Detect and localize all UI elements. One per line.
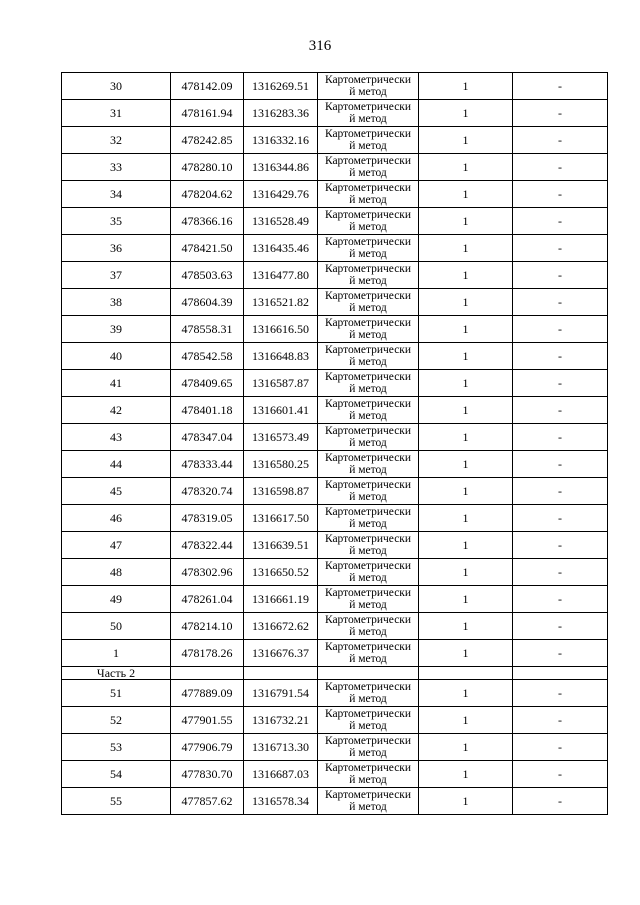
description-value: -: [513, 559, 608, 586]
accuracy-value: 1: [419, 424, 513, 451]
table-row: [62, 100, 608, 127]
method-text-line1: Картометрически: [324, 506, 412, 518]
coordinate-y: 1316713.30: [244, 734, 318, 761]
description-value: -: [513, 734, 608, 761]
accuracy-value: 1: [419, 316, 513, 343]
description-value: -: [513, 397, 608, 424]
table-row: [62, 788, 608, 815]
coordinate-y: 1316435.46: [244, 235, 318, 262]
table-row: [62, 586, 608, 613]
method-cell: [318, 127, 419, 154]
method-text-line2: й метод: [349, 747, 387, 759]
empty-cell: [419, 667, 513, 680]
table-row: [62, 289, 608, 316]
coordinate-x: 478302.96: [171, 559, 244, 586]
coordinate-y: 1316269.51: [244, 73, 318, 100]
accuracy-value: 1: [419, 680, 513, 707]
coordinate-y: 1316573.49: [244, 424, 318, 451]
method-text-line1: Картометрически: [324, 560, 412, 572]
description-value: -: [513, 707, 608, 734]
coordinate-x: 478401.18: [171, 397, 244, 424]
method-text-line1: Картометрически: [324, 533, 412, 545]
description-value: -: [513, 370, 608, 397]
method-cell: [318, 451, 419, 478]
description-value: -: [513, 262, 608, 289]
section-label: Часть 2: [62, 667, 171, 680]
method-text-line1: Картометрически: [324, 128, 412, 140]
method-cell: [318, 73, 419, 100]
method-cell: [318, 586, 419, 613]
coordinates-table-body: [62, 73, 608, 815]
method-text-line2: й метод: [349, 599, 387, 611]
method-cell: [318, 734, 419, 761]
point-number: 34: [62, 181, 171, 208]
point-number: 55: [62, 788, 171, 815]
point-number: 54: [62, 761, 171, 788]
method-text-line1: Картометрически: [324, 789, 412, 801]
method-cell: [318, 100, 419, 127]
accuracy-value: 1: [419, 289, 513, 316]
accuracy-value: 1: [419, 586, 513, 613]
method-text-line1: Картометрически: [324, 762, 412, 774]
accuracy-value: 1: [419, 734, 513, 761]
description-value: -: [513, 316, 608, 343]
method-text-line1: Картометрически: [324, 425, 412, 437]
accuracy-value: 1: [419, 478, 513, 505]
method-text-line2: й метод: [349, 653, 387, 665]
table-row: [62, 613, 608, 640]
point-number: 31: [62, 100, 171, 127]
method-cell: [318, 208, 419, 235]
coordinate-x: 478503.63: [171, 262, 244, 289]
point-number: 50: [62, 613, 171, 640]
accuracy-value: 1: [419, 343, 513, 370]
method-text-line2: й метод: [349, 248, 387, 260]
point-number: 36: [62, 235, 171, 262]
coordinate-y: 1316344.86: [244, 154, 318, 181]
coordinate-x: 477857.62: [171, 788, 244, 815]
accuracy-value: 1: [419, 505, 513, 532]
point-number: 42: [62, 397, 171, 424]
accuracy-value: 1: [419, 532, 513, 559]
method-text-line2: й метод: [349, 437, 387, 449]
method-text-line2: й метод: [349, 221, 387, 233]
method-text-line1: Картометрически: [324, 155, 412, 167]
accuracy-value: 1: [419, 73, 513, 100]
coordinate-x: 478242.85: [171, 127, 244, 154]
method-text-line2: й метод: [349, 720, 387, 732]
method-text-line2: й метод: [349, 410, 387, 422]
table-row: [62, 73, 608, 100]
method-text-line1: Картометрически: [324, 263, 412, 275]
point-number: 39: [62, 316, 171, 343]
description-value: -: [513, 680, 608, 707]
point-number: 33: [62, 154, 171, 181]
method-text-line1: Картометрически: [324, 708, 412, 720]
coordinate-x: 478347.04: [171, 424, 244, 451]
table-row: [62, 478, 608, 505]
point-number: 35: [62, 208, 171, 235]
accuracy-value: 1: [419, 761, 513, 788]
coordinate-x: 478409.65: [171, 370, 244, 397]
accuracy-value: 1: [419, 707, 513, 734]
description-value: -: [513, 235, 608, 262]
method-text-line1: Картометрически: [324, 182, 412, 194]
method-cell: [318, 505, 419, 532]
accuracy-value: 1: [419, 370, 513, 397]
method-text-line2: й метод: [349, 518, 387, 530]
method-cell: [318, 613, 419, 640]
accuracy-value: 1: [419, 451, 513, 478]
table-row: [62, 181, 608, 208]
method-cell: [318, 761, 419, 788]
method-cell: [318, 289, 419, 316]
point-number: 53: [62, 734, 171, 761]
method-cell: [318, 788, 419, 815]
coordinate-x: 478366.16: [171, 208, 244, 235]
method-text-line2: й метод: [349, 464, 387, 476]
coordinate-y: 1316578.34: [244, 788, 318, 815]
accuracy-value: 1: [419, 100, 513, 127]
table-row: [62, 262, 608, 289]
coordinate-y: 1316528.49: [244, 208, 318, 235]
method-cell: [318, 707, 419, 734]
coordinate-x: 478214.10: [171, 613, 244, 640]
table-row: [62, 734, 608, 761]
coordinate-y: 1316650.52: [244, 559, 318, 586]
method-text-line1: Картометрически: [324, 317, 412, 329]
coordinate-x: 478204.62: [171, 181, 244, 208]
table-row: [62, 451, 608, 478]
method-text-line1: Картометрически: [324, 735, 412, 747]
coordinate-y: 1316477.80: [244, 262, 318, 289]
coordinate-y: 1316676.37: [244, 640, 318, 667]
table-row: [62, 235, 608, 262]
description-value: -: [513, 788, 608, 815]
method-text-line2: й метод: [349, 491, 387, 503]
accuracy-value: 1: [419, 613, 513, 640]
coordinate-y: 1316332.16: [244, 127, 318, 154]
description-value: -: [513, 289, 608, 316]
description-value: -: [513, 586, 608, 613]
description-value: -: [513, 181, 608, 208]
coordinate-x: 478558.31: [171, 316, 244, 343]
method-text-line2: й метод: [349, 693, 387, 705]
accuracy-value: 1: [419, 788, 513, 815]
coordinate-y: 1316587.87: [244, 370, 318, 397]
table-row: [62, 505, 608, 532]
point-number: 1: [62, 640, 171, 667]
accuracy-value: 1: [419, 181, 513, 208]
description-value: -: [513, 424, 608, 451]
method-text-line1: Картометрически: [324, 587, 412, 599]
method-cell: [318, 370, 419, 397]
point-number: 38: [62, 289, 171, 316]
point-number: 46: [62, 505, 171, 532]
method-text-line2: й метод: [349, 801, 387, 813]
description-value: -: [513, 73, 608, 100]
method-cell: [318, 235, 419, 262]
point-number: 30: [62, 73, 171, 100]
coordinate-x: 478161.94: [171, 100, 244, 127]
accuracy-value: 1: [419, 397, 513, 424]
point-number: 51: [62, 680, 171, 707]
description-value: -: [513, 478, 608, 505]
method-cell: [318, 424, 419, 451]
table-row: [62, 127, 608, 154]
table-row: [62, 559, 608, 586]
point-number: 45: [62, 478, 171, 505]
method-text-line1: Картометрически: [324, 614, 412, 626]
empty-cell: [244, 667, 318, 680]
description-value: -: [513, 343, 608, 370]
method-text-line2: й метод: [349, 356, 387, 368]
method-text-line2: й метод: [349, 113, 387, 125]
point-number: 32: [62, 127, 171, 154]
method-cell: [318, 343, 419, 370]
description-value: -: [513, 532, 608, 559]
coordinate-x: 478319.05: [171, 505, 244, 532]
accuracy-value: 1: [419, 235, 513, 262]
method-text-line2: й метод: [349, 302, 387, 314]
coordinates-table: [61, 72, 608, 815]
point-number: 47: [62, 532, 171, 559]
method-text-line1: Картометрически: [324, 74, 412, 86]
coordinate-x: 478142.09: [171, 73, 244, 100]
coordinate-y: 1316598.87: [244, 478, 318, 505]
method-text-line1: Картометрически: [324, 344, 412, 356]
point-number: 37: [62, 262, 171, 289]
coordinate-x: 478178.26: [171, 640, 244, 667]
coordinate-y: 1316672.62: [244, 613, 318, 640]
method-text-line1: Картометрически: [324, 290, 412, 302]
method-text-line1: Картометрически: [324, 479, 412, 491]
coordinate-y: 1316791.54: [244, 680, 318, 707]
empty-cell: [171, 667, 244, 680]
method-text-line1: Картометрически: [324, 236, 412, 248]
method-text-line1: Картометрически: [324, 209, 412, 221]
table-row: [62, 532, 608, 559]
point-number: 40: [62, 343, 171, 370]
coordinate-x: 478280.10: [171, 154, 244, 181]
method-text-line2: й метод: [349, 572, 387, 584]
coordinate-x: 478542.58: [171, 343, 244, 370]
coordinate-x: 477906.79: [171, 734, 244, 761]
method-text-line2: й метод: [349, 545, 387, 557]
accuracy-value: 1: [419, 640, 513, 667]
accuracy-value: 1: [419, 262, 513, 289]
coordinate-x: 478261.04: [171, 586, 244, 613]
method-text-line2: й метод: [349, 774, 387, 786]
method-cell: [318, 680, 419, 707]
accuracy-value: 1: [419, 559, 513, 586]
coordinate-x: 478604.39: [171, 289, 244, 316]
coordinate-y: 1316429.76: [244, 181, 318, 208]
method-cell: [318, 154, 419, 181]
description-value: -: [513, 505, 608, 532]
method-cell: [318, 559, 419, 586]
description-value: -: [513, 613, 608, 640]
accuracy-value: 1: [419, 154, 513, 181]
page-number: 316: [308, 38, 332, 54]
coordinate-x: 478320.74: [171, 478, 244, 505]
method-text-line2: й метод: [349, 329, 387, 341]
empty-cell: [513, 667, 608, 680]
table-row: [62, 370, 608, 397]
method-cell: [318, 316, 419, 343]
coordinate-y: 1316639.51: [244, 532, 318, 559]
coordinate-y: 1316648.83: [244, 343, 318, 370]
method-cell: [318, 262, 419, 289]
table-row: [62, 316, 608, 343]
point-number: 49: [62, 586, 171, 613]
coordinate-x: 477889.09: [171, 680, 244, 707]
table-row: [62, 680, 608, 707]
method-text-line1: Картометрически: [324, 371, 412, 383]
table-row: [62, 707, 608, 734]
method-cell: [318, 181, 419, 208]
method-text-line1: Картометрически: [324, 398, 412, 410]
point-number: 52: [62, 707, 171, 734]
point-number: 41: [62, 370, 171, 397]
table-row: [62, 397, 608, 424]
method-cell: [318, 397, 419, 424]
coordinate-y: 1316732.21: [244, 707, 318, 734]
table-row: [62, 343, 608, 370]
accuracy-value: 1: [419, 127, 513, 154]
coordinate-x: 477901.55: [171, 707, 244, 734]
point-number: 43: [62, 424, 171, 451]
accuracy-value: 1: [419, 208, 513, 235]
empty-cell: [318, 667, 419, 680]
coordinate-y: 1316580.25: [244, 451, 318, 478]
method-cell: [318, 532, 419, 559]
method-text-line2: й метод: [349, 194, 387, 206]
method-text-line2: й метод: [349, 275, 387, 287]
method-text-line2: й метод: [349, 167, 387, 179]
method-cell: [318, 640, 419, 667]
table-row: [62, 208, 608, 235]
method-text-line2: й метод: [349, 140, 387, 152]
table-row: [62, 154, 608, 181]
point-number: 48: [62, 559, 171, 586]
method-text-line1: Картометрически: [324, 641, 412, 653]
coordinate-y: 1316521.82: [244, 289, 318, 316]
description-value: -: [513, 640, 608, 667]
coordinate-x: 478333.44: [171, 451, 244, 478]
coordinate-y: 1316283.36: [244, 100, 318, 127]
coordinate-x: 478322.44: [171, 532, 244, 559]
method-text-line2: й метод: [349, 383, 387, 395]
description-value: -: [513, 154, 608, 181]
description-value: -: [513, 127, 608, 154]
method-text-line1: Картометрически: [324, 681, 412, 693]
coordinate-y: 1316617.50: [244, 505, 318, 532]
description-value: -: [513, 451, 608, 478]
description-value: -: [513, 208, 608, 235]
description-value: -: [513, 100, 608, 127]
method-text-line2: й метод: [349, 86, 387, 98]
table-row: [62, 640, 608, 667]
coordinate-x: 478421.50: [171, 235, 244, 262]
section-row: [62, 667, 608, 680]
method-text-line1: Картометрически: [324, 101, 412, 113]
method-text-line1: Картометрически: [324, 452, 412, 464]
method-text-line2: й метод: [349, 626, 387, 638]
coordinate-y: 1316661.19: [244, 586, 318, 613]
coordinate-y: 1316616.50: [244, 316, 318, 343]
point-number: 44: [62, 451, 171, 478]
description-value: -: [513, 761, 608, 788]
table-row: [62, 761, 608, 788]
coordinate-y: 1316687.03: [244, 761, 318, 788]
table-row: [62, 424, 608, 451]
coordinate-y: 1316601.41: [244, 397, 318, 424]
method-cell: [318, 478, 419, 505]
coordinate-x: 477830.70: [171, 761, 244, 788]
